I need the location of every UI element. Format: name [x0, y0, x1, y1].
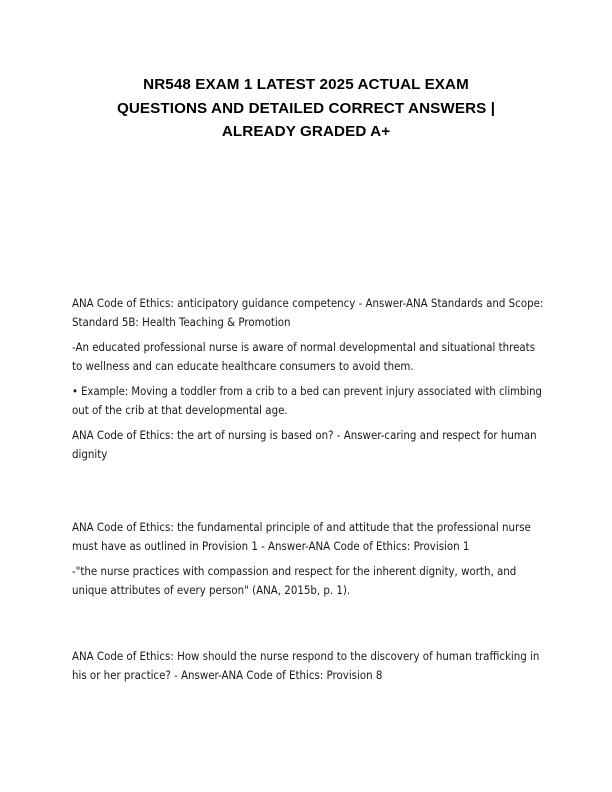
text-line: his or her practice? - Answer-ANA Code of Ethics: Provision 8 [72, 668, 383, 682]
text-line: -An educated professional nurse is aware of normal developmental and situational threats [72, 340, 536, 354]
title-line: QUESTIONS AND DETAILED CORRECT ANSWERS | [116, 99, 496, 117]
question-answer-paragraph [72, 426, 544, 464]
text-line: unique attributes of every person" (ANA, 2015b, p. 1). [72, 583, 351, 597]
example-paragraph [72, 382, 544, 420]
document-title [60, 73, 552, 144]
title-line: ALREADY GRADED A+ [221, 123, 391, 140]
text-line: ANA Code of Ethics: the art of nursing is based on? - Answer-caring and respect for human [72, 428, 537, 442]
qa-block-provision-8 [72, 647, 544, 685]
title-line: NR548 EXAM 1 LATEST 2025 ACTUAL EXAM [143, 76, 469, 93]
question-answer-paragraph [72, 647, 544, 685]
text-line: dignity [72, 447, 108, 461]
text-line: Standard 5B: Health Teaching & Promotion [72, 315, 291, 329]
text-line: ANA Code of Ethics: How should the nurse respond to the discovery of human trafficking in [72, 649, 540, 663]
quote-paragraph [72, 562, 544, 600]
text-line: ANA Code of Ethics: the fundamental principle of and attitude that the professional nurse [72, 520, 531, 534]
question-answer-paragraph [72, 518, 544, 556]
text-line: out of the crib at that developmental age. [72, 403, 288, 417]
explanation-paragraph [72, 338, 544, 376]
question-answer-paragraph [72, 294, 544, 332]
text-line: -"the nurse practices with compassion and respect for the inherent dignity, worth, and [72, 564, 517, 578]
text-line: must have as outlined in Provision 1 - Answer-ANA Code of Ethics: Provision 1 [72, 539, 470, 553]
text-line: ANA Code of Ethics: anticipatory guidance competency - Answer-ANA Standards and Scope: [72, 296, 544, 310]
qa-block-anticipatory-guidance [72, 294, 544, 464]
text-line: to wellness and can educate healthcare consumers to avoid them. [72, 359, 414, 373]
text-line: • Example: Moving a toddler from a crib to a bed can prevent injury associated with climbing [72, 385, 542, 398]
qa-block-provision-1 [72, 518, 544, 600]
